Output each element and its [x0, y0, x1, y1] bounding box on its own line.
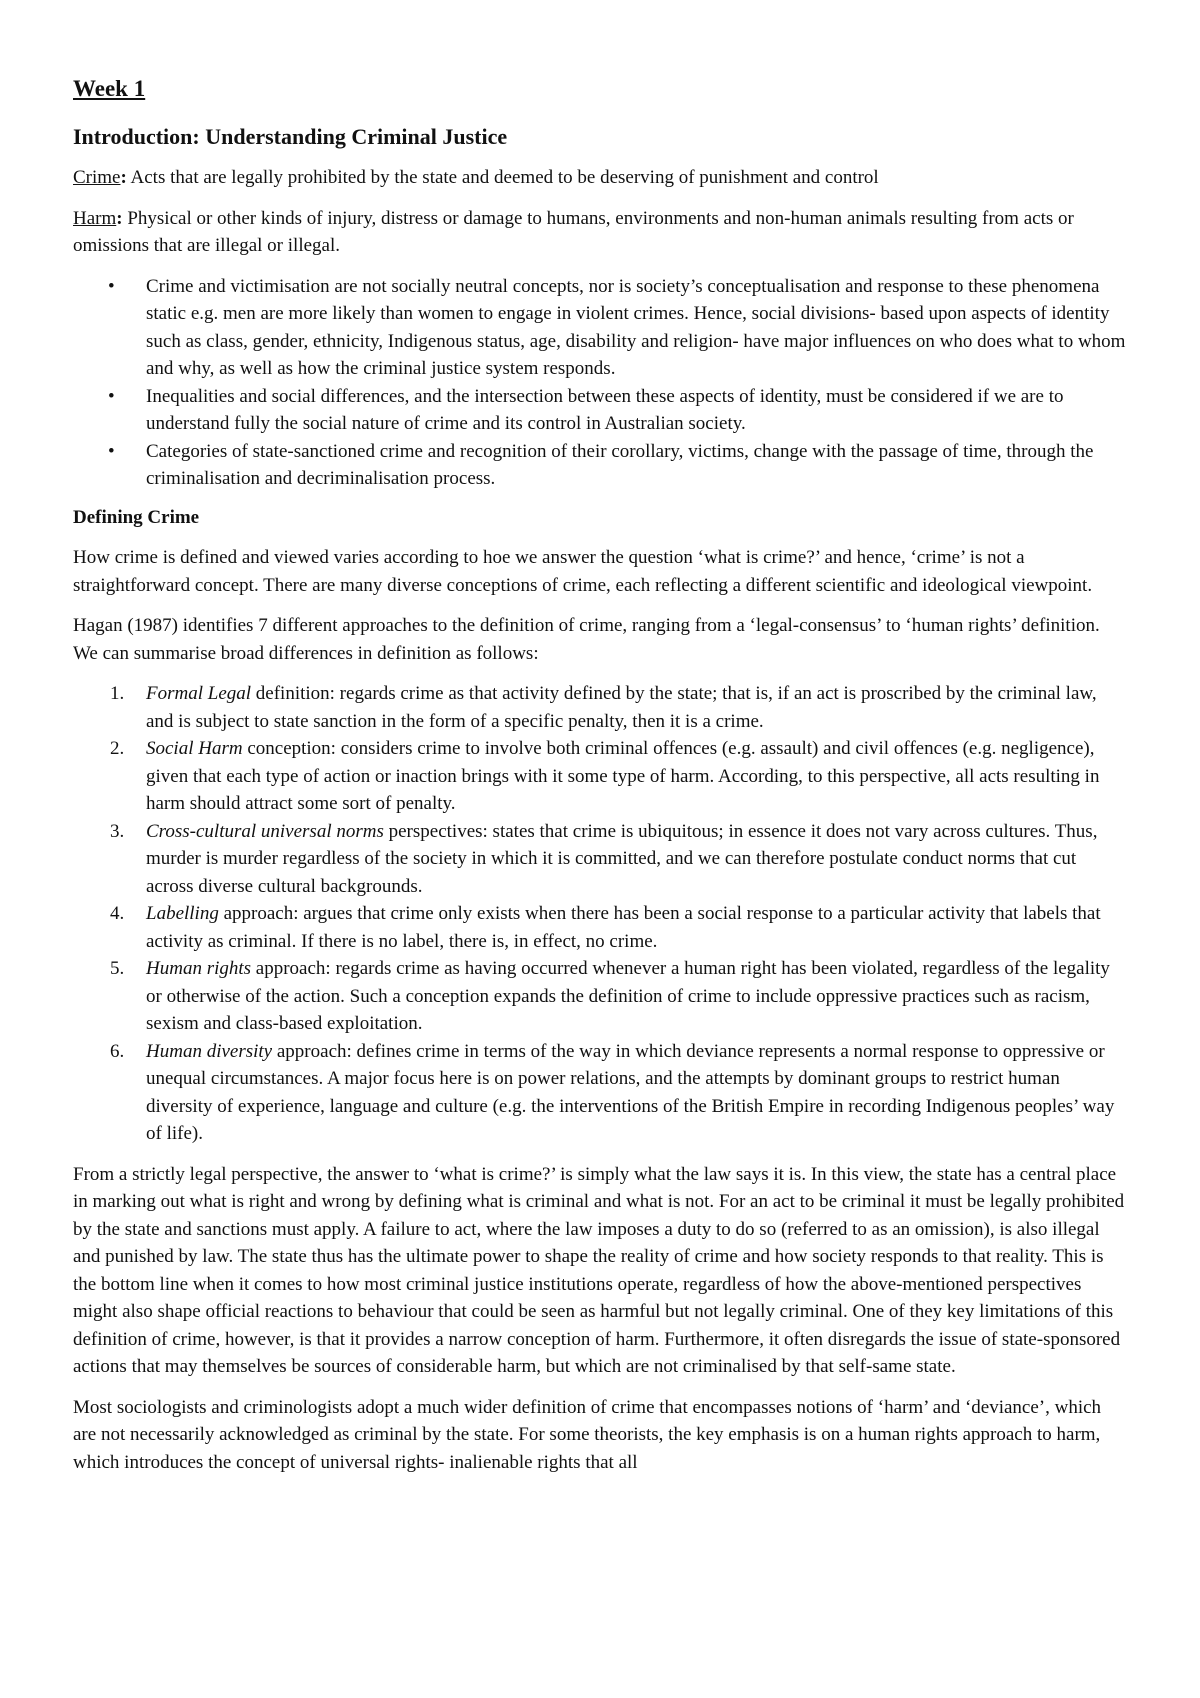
- definition-colon: :: [120, 167, 127, 188]
- bullet-text: Crime and victimisation are not socially neutral concepts, nor is society’s conceptualisation and response to these phenomena static e.g. men are more likely than women to engage in violent crimes. Hence, social divisions- based upon aspects of identity such as class, gender, ethnicity, Indigenous status, age, disability and religion- have major influences on who does what to whom and why, as well as how the criminal justice system responds.: [146, 275, 1126, 379]
- definition-harm: [73, 205, 1128, 260]
- approach-name: Human diversity: [146, 1040, 273, 1062]
- list-number: 2.: [110, 738, 125, 759]
- definition-colon: :: [116, 207, 123, 229]
- approach-text: definition: regards crime as that activity defined by the state; that is, if an act is proscribed by the criminal law, and is subject to state sanction in the form of a specific penalty, then it is a crime.: [146, 683, 1097, 732]
- bullet-text: Inequalities and social differences, and the intersection between these aspects of identity, must be considered if we are to understand fully the social nature of crime and its control in Australian society.: [146, 385, 1064, 434]
- bullet-list: [73, 273, 1128, 493]
- list-item: [73, 735, 1128, 818]
- approach-text: approach: argues that crime only exists when there has been a social response to a particular activity that labels that activity as criminal. If there is no label, there is, in effect, no crime.: [146, 903, 1101, 952]
- approach-text: perspectives: states that crime is ubiquitous; in essence it does not vary across cultures. Thus, murder is murder regardless of the society in which it is committed, and we can therefore postulate conduct norms that cut across diverse cultural backgrounds.: [146, 820, 1098, 897]
- bullet-item: [73, 273, 1128, 383]
- list-number: 1.: [110, 683, 125, 704]
- list-item: [73, 818, 1128, 901]
- approach-name: Social Harm: [146, 738, 243, 759]
- approach-name: Human rights: [146, 958, 252, 979]
- bullet-text: Categories of state-sanctioned crime and recognition of their corollary, victims, change with the passage of time, through the criminalisation and decriminalisation process.: [146, 440, 1094, 489]
- intro-heading: Introduction: Understanding Criminal Justice: [73, 124, 508, 149]
- list-number: 6.: [110, 1040, 125, 1062]
- definition-text: Physical or other kinds of injury, distress or damage to humans, environments and non-human animals resulting from acts or omissions that are illegal or illegal.: [73, 207, 1074, 256]
- paragraph: How crime is defined and viewed varies according to hoe we answer the question ‘what is crime?’ and hence, ‘crime’ is not a straightforward concept. There are many diverse conceptions of crime, each reflecting a different scientific and ideological viewpoint.: [73, 547, 1093, 596]
- approach-text: conception: considers crime to involve both criminal offences (e.g. assault) and civil offences (e.g. negligence), given that each type of action or inaction brings with it some type of harm. According, to this perspective, all acts resulting in harm should attract some sort of penalty.: [146, 738, 1100, 814]
- list-number: 3.: [110, 820, 125, 842]
- definition-crime: [73, 164, 1128, 192]
- paragraph: Most sociologists and criminologists adopt a much wider definition of crime that encompasses notions of ‘harm’ and ‘deviance’, which are not necessarily acknowledged as criminal by the state. For some theorists, the key emphasis is on a human rights approach to harm, which introduces the concept of universal rights- inalienable rights that all: [73, 1396, 1102, 1473]
- bullet-icon: •: [108, 275, 115, 297]
- paragraph: From a strictly legal perspective, the answer to ‘what is crime?’ is simply what the law says it is. In this view, the state has a central place in marking out what is right and wrong by defining what is criminal and what is not. For an act to be criminal it must be legally prohibited by the state and sanctions must apply. A failure to act, where the law imposes a duty to do so (referred to as an omission), is also illegal and punished by law. The state thus has the ultimate power to shape the reality of crime and how society responds to that reality. This is the bottom line when it comes to how most criminal justice institutions operate, regardless of how the above-mentioned perspectives might also shape official reactions to behaviour that could be seen as harmful but not legally criminal. One of they key limitations of this definition of crime, however, is that it provides a narrow conception of harm. Furthermore, it often disregards the issue of state-sponsored actions that may themselves be sources of considerable harm, but which are not criminalised by that self-same state.: [73, 1163, 1125, 1377]
- definition-term: Harm: [73, 207, 117, 229]
- approach-name: Formal Legal: [146, 683, 252, 704]
- definition-text: Acts that are legally prohibited by the state and deemed to be deserving of punishment and control: [126, 167, 879, 188]
- list-item: [73, 900, 1128, 955]
- paragraph: Hagan (1987) identifies 7 different approaches to the definition of crime, ranging from a ‘legal-consensus’ to ‘human rights’ definition. We can summarise broad differences in definition as follows:: [73, 615, 1100, 664]
- page-title: Week 1: [73, 76, 146, 101]
- list-item: [73, 680, 1128, 735]
- bullet-icon: •: [108, 385, 115, 407]
- bullet-item: [73, 383, 1128, 438]
- approach-name: Cross-cultural universal norms: [146, 820, 384, 842]
- list-number: 5.: [110, 958, 125, 979]
- bullet-icon: •: [108, 440, 115, 462]
- approach-name: Labelling: [146, 903, 219, 924]
- approaches-list: [73, 680, 1128, 1148]
- approach-text: approach: regards crime as having occurred whenever a human right has been violated, regardless of the legality or otherwise of the action. Such a conception expands the definition of crime to include oppressive practices such as racism, sexism and class-based exploitation.: [146, 958, 1110, 1034]
- section-heading: Defining Crime: [73, 506, 200, 528]
- list-number: 4.: [110, 903, 125, 924]
- bullet-item: [73, 438, 1128, 493]
- definition-term: Crime: [73, 167, 121, 188]
- list-item: [73, 955, 1128, 1038]
- list-item: [73, 1038, 1128, 1148]
- approach-text: approach: defines crime in terms of the way in which deviance represents a normal response to oppressive or unequal circumstances. A major focus here is on power relations, and the attempts by dominant groups to restrict human diversity of experience, language and culture (e.g. the interventions of the British Empire in recording Indigenous peoples’ way of life).: [146, 1040, 1115, 1144]
